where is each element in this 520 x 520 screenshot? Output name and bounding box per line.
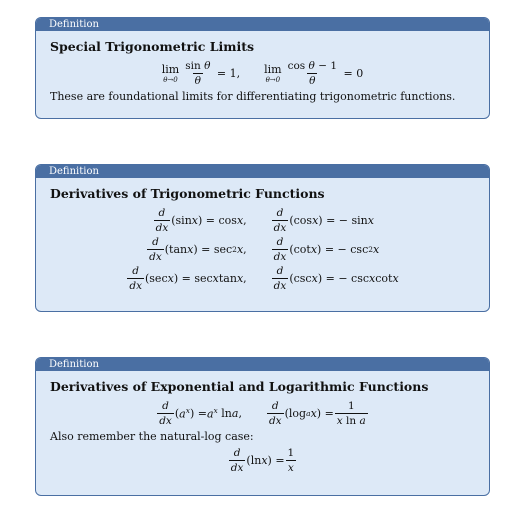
card-note: Also remember the natural-log case: xyxy=(50,430,254,443)
derivative-tan: $\frac{d}{dx}$ (tan x ) = sec 2 x , xyxy=(149,236,247,263)
definition-card-exp-log-derivatives xyxy=(35,357,490,496)
derivative-cos: $\frac{d}{dx}$ (cos x ) = − sin x xyxy=(273,207,374,234)
definition-tag: Definition xyxy=(36,165,489,178)
definition-card-limits xyxy=(35,17,490,119)
natural-log-equation-line xyxy=(50,447,475,474)
exp-log-equation-line xyxy=(50,400,475,427)
derivative-natural-log: $\frac{d}{dx}$ (ln x ) = $\frac{1}{x}$ xyxy=(230,447,295,474)
card-title: Special Trigonometric Limits xyxy=(50,39,255,54)
trig-derivatives-table xyxy=(50,207,475,292)
card-title: Derivatives of Trigonometric Functions xyxy=(50,186,325,201)
card-title: Derivatives of Exponential and Logarithmic Functions xyxy=(50,379,429,394)
derivative-exponential: $\frac{d}{dx}$ ( $a^x$ ) = $a^x$ ln a , xyxy=(159,400,242,427)
derivative-logarithm: $\frac{d}{dx}$ (log a x ) = $\frac{1}{\text{x ln a}}$ xyxy=(268,400,366,427)
derivative-cot: $\frac{d}{dx}$ (cot x ) = − csc 2 x xyxy=(273,236,380,263)
definition-tag: Definition xyxy=(36,358,489,371)
derivative-csc: $\frac{d}{dx}$ (csc x ) = − csc x cot x xyxy=(273,265,399,292)
cosine-limit-formula: lim θ→0 $\frac{\text{cos θ − 1}}{\theta}$ = 0 xyxy=(264,60,364,87)
definition-tag: Definition xyxy=(36,18,489,31)
derivative-sec: $\frac{d}{dx}$ (sec x ) = sec x tan x , xyxy=(129,265,247,292)
card-note: These are foundational limits for differentiating trigonometric functions. xyxy=(50,90,456,103)
sine-limit-formula: lim θ→0 $\frac{\text{sin θ}}{\theta}$ = 1, xyxy=(161,60,241,87)
limits-equation-line xyxy=(50,60,475,87)
derivative-sin: $\frac{d}{dx}$ (sin x ) = cos x , xyxy=(155,207,247,234)
definition-card-trig-derivatives xyxy=(35,164,490,312)
